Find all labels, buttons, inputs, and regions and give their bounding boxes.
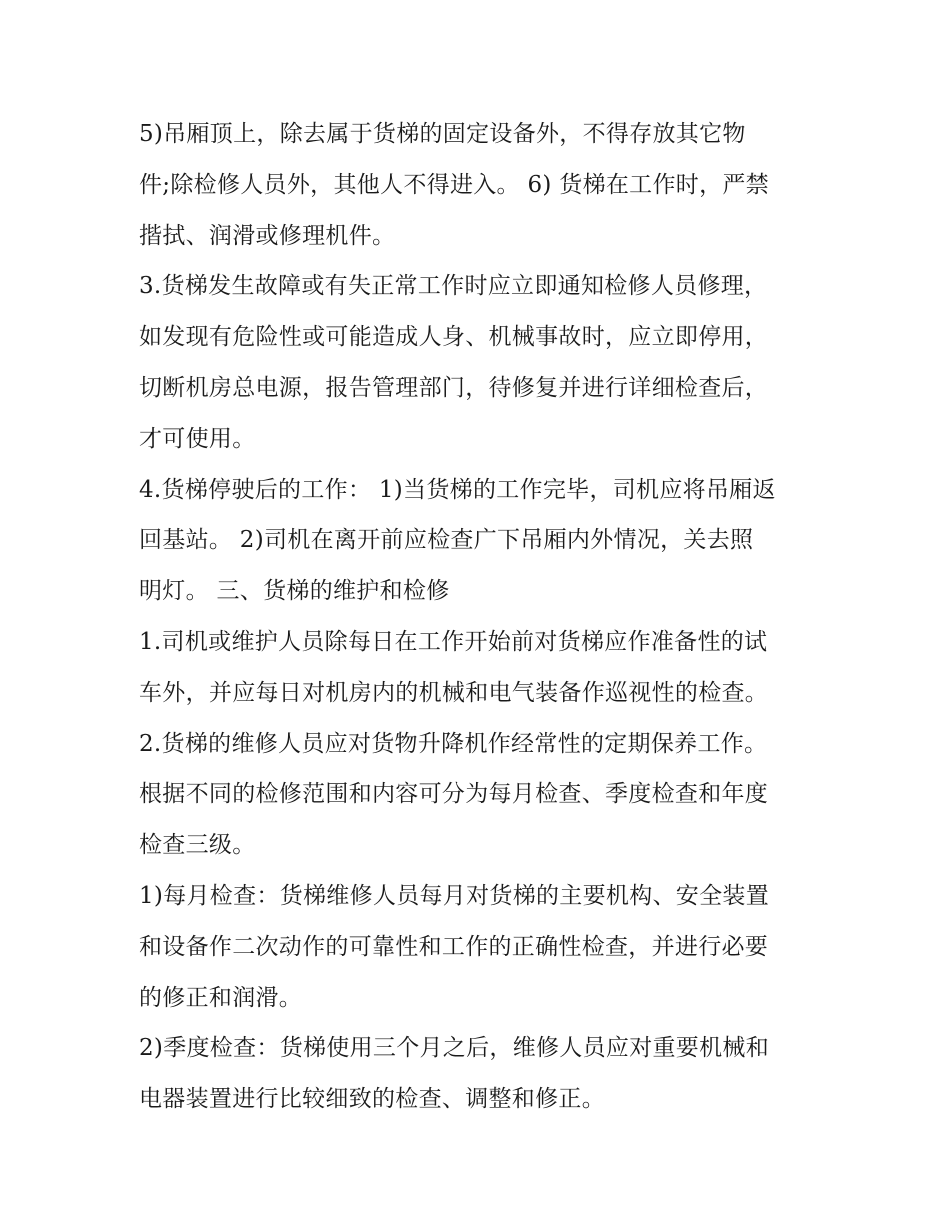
text-line: 车外，并应每日对机房内的机械和电气装备作巡视性的检查。 <box>139 679 769 706</box>
text-line: 的修正和润滑。 <box>139 984 303 1011</box>
text-line: 明灯。 三、货梯的维护和检修 <box>139 578 450 605</box>
paragraph-fixed-equipment-rule <box>139 109 819 261</box>
text-line: 电器装置进行比较细致的检查、调整和修正。 <box>139 1086 605 1113</box>
text-line: 2)季度检查：货梯使用三个月之后，维修人员应对重要机械和 <box>139 1035 770 1062</box>
text-line: 件;除检修人员外，其他人不得进入。 6) 货梯在工作时，严禁 <box>139 171 769 198</box>
text-line: 2.货梯的维修人员应对货物升降机作经常性的定期保养工作。 <box>139 730 768 757</box>
text-line: 根据不同的检修范围和内容可分为每月检查、季度检查和年度 <box>139 781 769 808</box>
paragraph-fault-handling <box>139 261 819 464</box>
paragraph-after-stop-work <box>139 465 819 617</box>
text-line: 切断机房总电源，报告管理部门，待修复并进行详细检查后， <box>139 374 769 401</box>
text-line: 才可使用。 <box>139 425 256 452</box>
text-line: 检查三级。 <box>139 832 256 859</box>
text-line: 揩拭、润滑或修理机件。 <box>139 222 396 249</box>
document-body <box>139 109 819 1125</box>
text-line: 5)吊厢顶上，除去属于货梯的固定设备外，不得存放其它物 <box>139 121 746 147</box>
paragraph-quarterly-inspection <box>139 1023 819 1125</box>
paragraph-monthly-inspection <box>139 871 819 1023</box>
text-line: 1.司机或维护人员除每日在工作开始前对货梯应作准备性的试 <box>139 628 768 655</box>
paragraph-daily-inspection <box>139 617 819 719</box>
text-line: 如发现有危险性或可能造成人身、机械事故时，应立即停用， <box>139 324 769 351</box>
text-line: 回基站。 2)司机在离开前应检查广下吊厢内外情况，关去照 <box>139 527 754 554</box>
text-line: 1)每月检查：货梯维修人员每月对货梯的主要机构、安全装置 <box>139 882 770 909</box>
text-line: 4.货梯停驶后的工作： 1)当货梯的工作完毕，司机应将吊厢返 <box>139 476 776 503</box>
text-line: 3.货梯发生故障或有失正常工作时应立即通知检修人员修理， <box>139 273 768 300</box>
text-line: 和设备作二次动作的可靠性和工作的正确性检查，并进行必要 <box>139 933 769 960</box>
paragraph-periodic-maintenance <box>139 719 819 871</box>
